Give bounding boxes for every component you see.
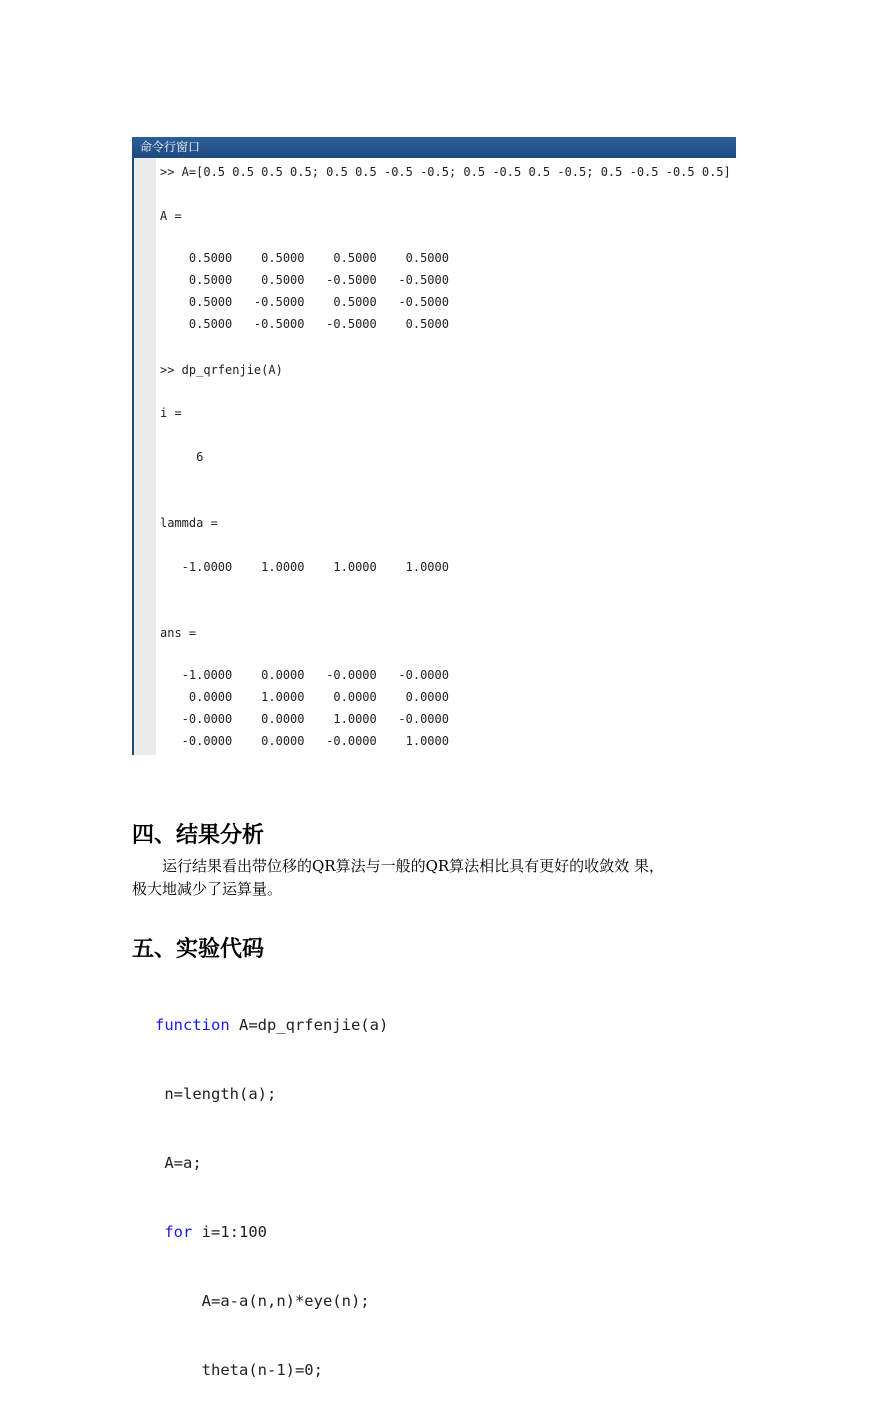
command-window-gutter — [134, 158, 156, 755]
code-text: i=1:100 — [192, 1223, 267, 1241]
code-keyword: for — [155, 1223, 193, 1241]
code-keyword: function — [155, 1016, 230, 1034]
matrix-a-row-4: 0.5000 -0.5000 -0.5000 0.5000 — [160, 317, 449, 331]
section-5-heading: 五、实验代码 — [132, 936, 265, 962]
matrix-a-row-3: 0.5000 -0.5000 0.5000 -0.5000 — [160, 295, 449, 309]
section-4-heading: 四、结果分析 — [132, 822, 265, 848]
command-window — [132, 137, 736, 755]
code-text: theta(n-1)=0; — [155, 1361, 323, 1379]
output-lambda-row: -1.0000 1.0000 1.0000 1.0000 — [160, 560, 449, 574]
command-line-1: >> A=[0.5 0.5 0.5 0.5; 0.5 0.5 -0.5 -0.5; 0.5 -0.5 0.5 -0.5; 0.5 -0.5 -0.5 0.5] — [160, 165, 731, 179]
output-i-value: 6 — [160, 450, 204, 464]
matrix-ans-row-1: -1.0000 0.0000 -0.0000 -0.0000 — [160, 668, 449, 682]
command-line-2: >> dp_qrfenjie(A) — [160, 363, 283, 377]
command-window-title: 命令行窗口 — [132, 137, 736, 158]
code-block — [155, 968, 388, 1405]
section-4-paragraph — [132, 855, 738, 901]
output-a-label: A = — [160, 209, 182, 223]
matrix-a-row-2: 0.5000 0.5000 -0.5000 -0.5000 — [160, 273, 449, 287]
code-line-2 — [155, 1083, 388, 1106]
matrix-ans-row-2: 0.0000 1.0000 0.0000 0.0000 — [160, 690, 449, 704]
code-line-3 — [155, 1152, 388, 1175]
matrix-ans-row-3: -0.0000 0.0000 1.0000 -0.0000 — [160, 712, 449, 726]
code-line-5 — [155, 1290, 388, 1313]
matrix-ans-row-4: -0.0000 0.0000 -0.0000 1.0000 — [160, 734, 449, 748]
output-lambda-label: lammda = — [160, 516, 218, 530]
code-text: n=length(a); — [155, 1085, 277, 1103]
code-text: A=a; — [155, 1154, 202, 1172]
paragraph-line-2: 极大地减少了运算量。 — [132, 880, 283, 898]
code-line-4 — [155, 1221, 388, 1244]
paragraph-line-1: 运行结果看出带位移的QR算法与一般的QR算法相比具有更好的收敛效 果， — [162, 857, 664, 875]
code-text: A=dp_qrfenjie(a) — [229, 1016, 389, 1034]
code-line-1 — [155, 1014, 388, 1037]
matrix-a-row-1: 0.5000 0.5000 0.5000 0.5000 — [160, 251, 449, 265]
command-window-output[interactable] — [160, 158, 736, 755]
code-line-6 — [155, 1359, 388, 1382]
output-i-label: i = — [160, 406, 182, 420]
output-ans-label: ans = — [160, 626, 197, 640]
code-text: A=a-a(n,n)*eye(n); — [155, 1292, 370, 1310]
